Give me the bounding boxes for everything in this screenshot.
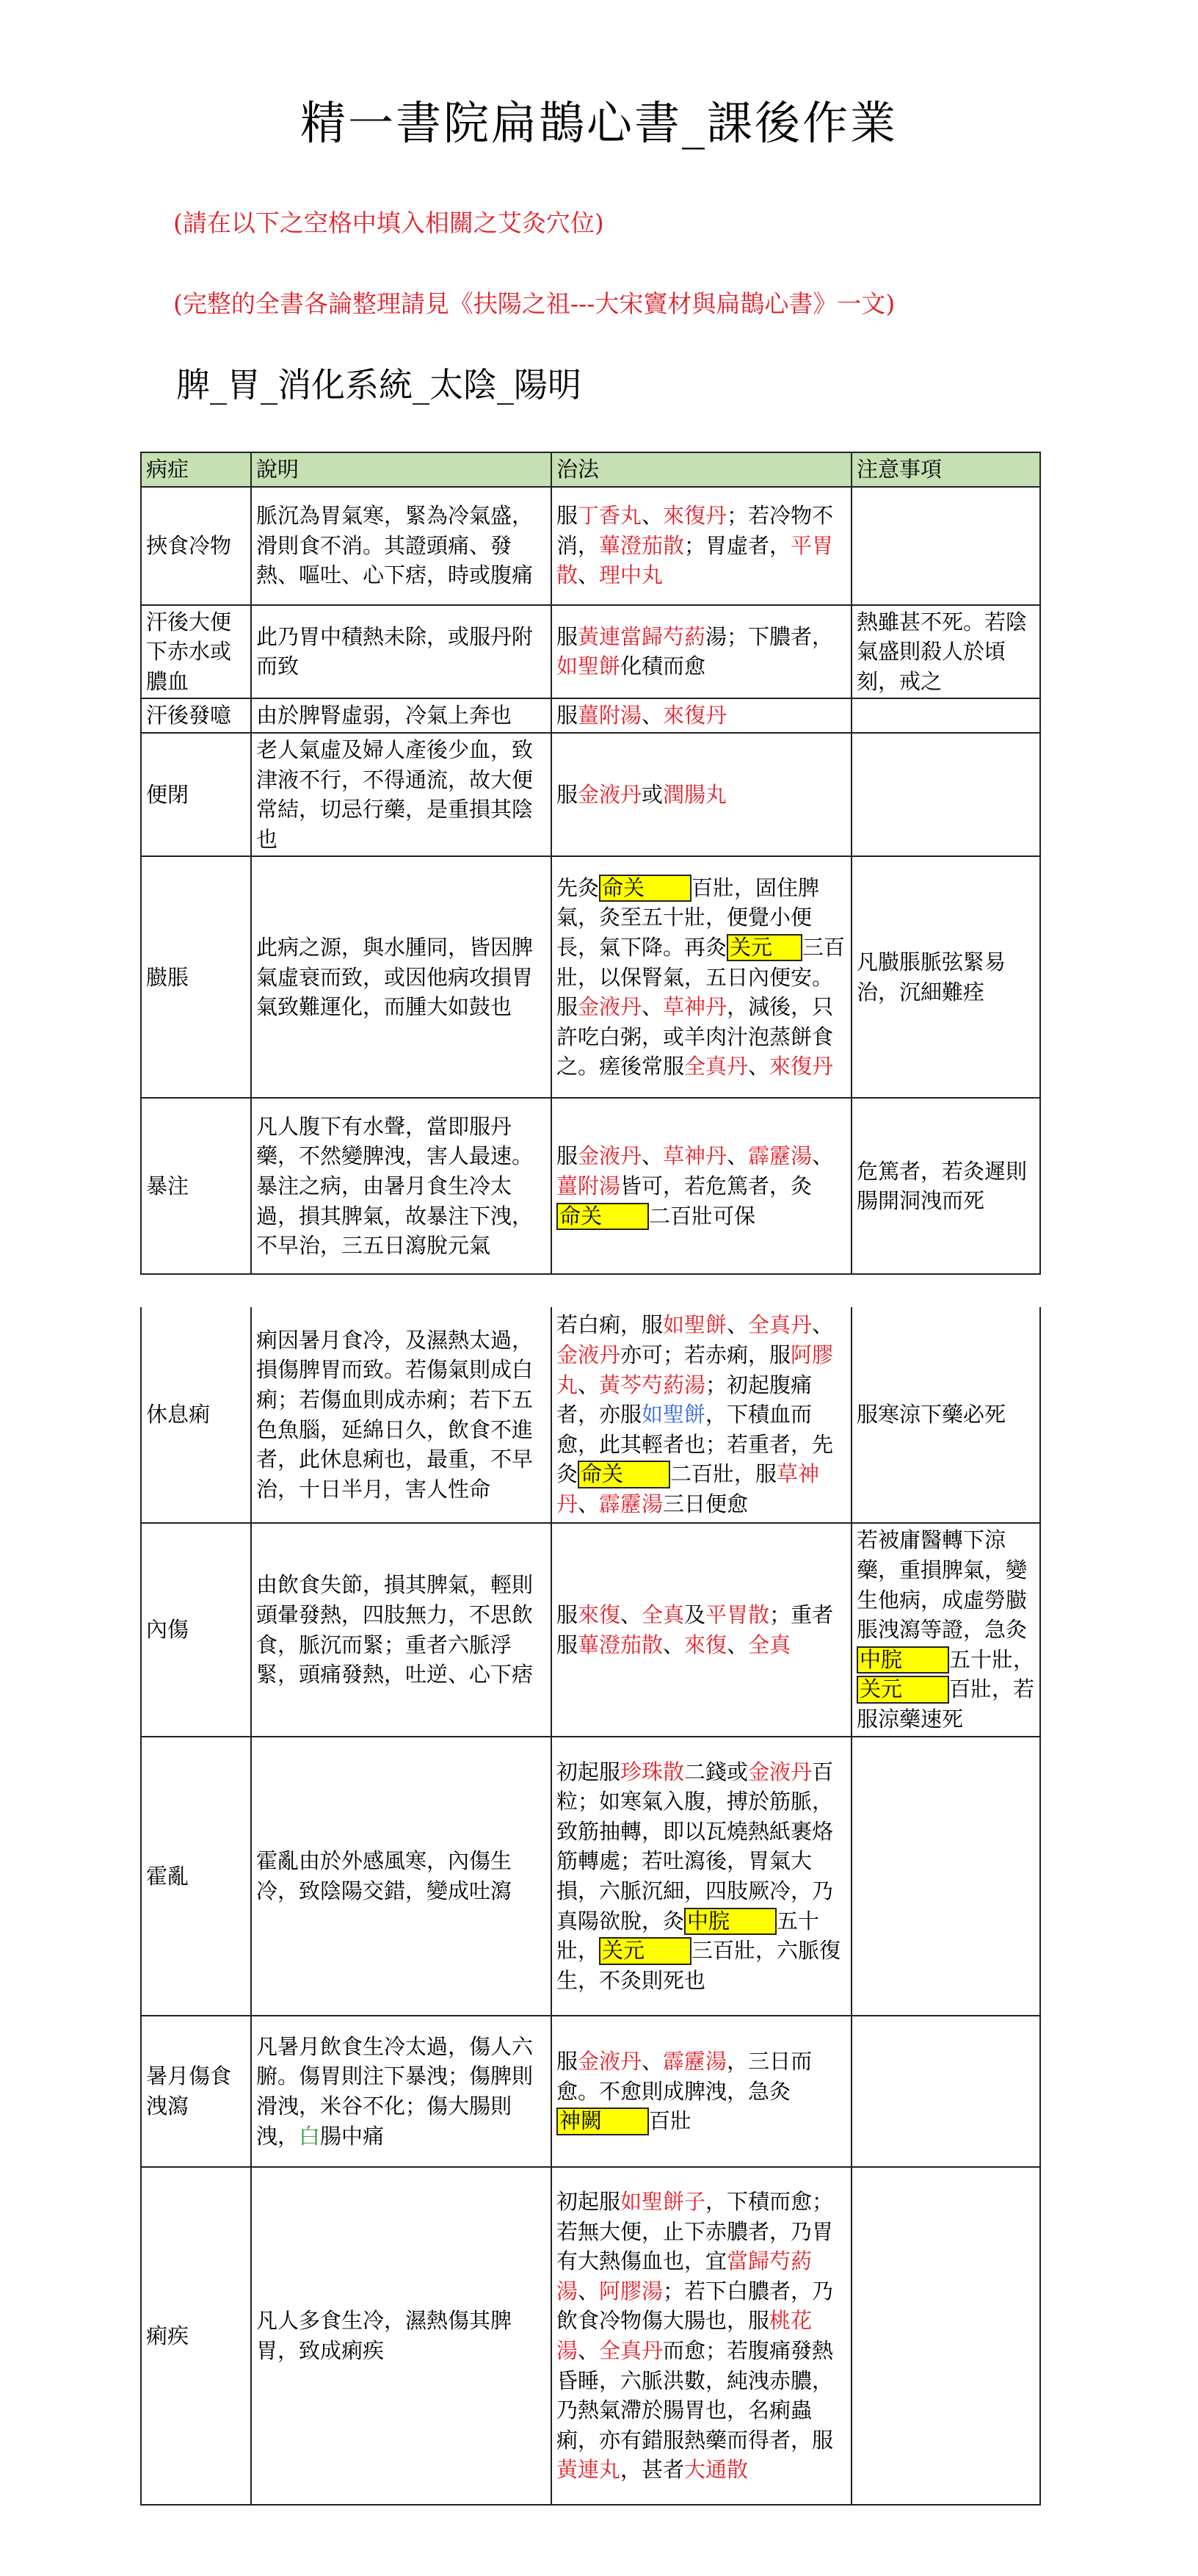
notes-cell	[852, 487, 1040, 605]
description-cell: 由飲食失節，損其脾氣，輕則頭暈發熱，四肢無力，不思飲食，脈沉而緊；重者六脈浮緊，頭痛發熱，吐逆、心下痞	[251, 1523, 551, 1737]
treatment-cell: 先灸 命关 百壯，固住脾氣，灸至五十壯，便覺小便長，氣下降。再灸 关元 三百壯，以保腎氣，五日內便安。服金液丹、草神丹，減後，只許吃白粥，或羊肉汁泡蒸餅食之。瘥後常服全真丹、來復丹	[551, 856, 852, 1098]
notes-cell: 服寒涼下藥必死	[852, 1307, 1040, 1523]
notes-cell	[852, 1737, 1040, 2016]
treatment-cell: 初起服珍珠散二錢或金液丹百粒；如寒氣入腹，搏於筋脈，致筋抽轉，即以瓦燒熱紙裹烙筋轉處；若吐瀉後，胃氣大損，六脈沉細，四肢厥冷，乃真陽欲脫，灸 中脘 五十壯， 关元 三百壯，六脈復生，不灸則死也	[551, 1737, 852, 2016]
notes-cell	[852, 2167, 1040, 2505]
notes-cell: 若被庸醫轉下涼藥，重損脾氣，變生他病，成虛勞臌脹洩瀉等證，急灸中脘 五十壯，关元 百壯，若服涼藥速死	[852, 1523, 1040, 1737]
disease-cell: 休息痢	[141, 1307, 251, 1523]
acupoint-box: 中脘	[684, 1908, 777, 1935]
treatment-cell: 服金液丹、霹靂湯，三日而愈。不愈則成脾洩，急灸神闕 百壯	[551, 2016, 852, 2167]
table-row	[141, 1523, 1040, 1737]
treatment-table-part1	[140, 452, 1041, 1275]
disease-cell: 暑月傷食洩瀉	[141, 2016, 251, 2167]
acupoint-box: 关元	[857, 1676, 949, 1703]
notes-cell: 凡臌脹脈弦緊易治，沉細難痊	[852, 856, 1040, 1098]
table-row	[141, 2167, 1040, 2505]
treatment-cell: 服金液丹、草神丹、霹靂湯、薑附湯皆可，若危篤者，灸命关 二百壯可保	[551, 1098, 852, 1274]
description-cell: 凡人多食生冷，濕熱傷其脾胃，致成痢疾	[251, 2167, 551, 2505]
treatment-cell: 服金液丹或潤腸丸	[551, 733, 852, 856]
acupoint-box: 神闕	[556, 2108, 649, 2135]
description-cell: 凡暑月飲食生冷太過，傷人六腑。傷胃則注下暴洩；傷脾則滑洩，米谷不化；傷大腸則洩，白腸中痛	[251, 2016, 551, 2167]
notes-cell	[852, 2016, 1040, 2167]
acupoint-box: 命关	[578, 1461, 670, 1488]
acupoint-box: 命关	[599, 875, 691, 902]
disease-cell: 內傷	[141, 1523, 251, 1737]
treatment-cell: 服丁香丸、來復丹；若冷物不消，蓽澄茄散；胃虛者，平胃散、理中丸	[551, 487, 852, 605]
header-notes: 注意事項	[852, 452, 1040, 487]
description-cell: 此乃胃中積熱未除，或服丹附而致	[251, 605, 551, 699]
header-disease: 病症	[141, 452, 251, 487]
disease-cell: 痢疾	[141, 2167, 251, 2505]
disease-cell: 霍亂	[141, 1737, 251, 2016]
table-row	[141, 605, 1040, 699]
description-cell: 霍亂由於外感風寒，內傷生冷，致陰陽交錯，變成吐瀉	[251, 1737, 551, 2016]
header-treatment: 治法	[551, 452, 852, 487]
disease-cell: 挾食冷物	[141, 487, 251, 605]
table-row	[141, 1307, 1040, 1523]
notes-cell	[852, 698, 1040, 733]
instruction-note: (請在以下之空格中填入相關之艾灸穴位)	[173, 209, 604, 237]
disease-cell: 暴注	[141, 1098, 251, 1274]
table-row	[141, 698, 1040, 733]
description-cell: 脈沉為胃氣寒，緊為冷氣盛，滑則食不消。其證頭痛、發熱、嘔吐、心下痞，時或腹痛	[251, 487, 551, 605]
page-title: 精一書院扁鵲心書_課後作業	[300, 96, 898, 150]
table-row	[141, 2016, 1040, 2167]
table-row	[141, 856, 1040, 1098]
header-description: 說明	[251, 452, 551, 487]
treatment-table-part2	[140, 1307, 1041, 2506]
treatment-cell: 服黃連當歸芍葯湯；下膿者，如聖餅化積而愈	[551, 605, 852, 699]
treatment-cell: 初起服如聖餅子，下積而愈；若無大便，止下赤膿者，乃胃有大熱傷血也，宜當歸芍葯湯、阿膠湯；若下白膿者，乃飲食冷物傷大腸也，服桃花湯、全真丹而愈；若腹痛發熱昏睡，六脈洪數，純洩赤膿，乃熱氣滯於腸胃也，名痢蟲痢，亦有錯服熱藥而得者，服黃連丸，甚者大通散	[551, 2167, 852, 2505]
disease-cell: 汗後發噫	[141, 698, 251, 733]
acupoint-box: 中脘	[857, 1646, 949, 1674]
description-cell: 老人氣虛及婦人產後少血，致津液不行，不得通流，故大便常結，切忌行藥，是重損其陰也	[251, 733, 551, 856]
table-row	[141, 733, 1040, 856]
disease-cell: 汗後大便下赤水或膿血	[141, 605, 251, 699]
description-cell: 此病之源，與水腫同，皆因脾氣虛衰而致，或因他病攻損胃氣致難運化，而腫大如鼓也	[251, 856, 551, 1098]
acupoint-box: 关元	[599, 1937, 691, 1964]
table-row	[141, 487, 1040, 605]
disease-cell: 便閉	[141, 733, 251, 856]
reference-note: (完整的全書各論整理請見《扶陽之祖---大宋竇材與扁鵲心書》一文)	[173, 289, 896, 318]
disease-cell: 臌脹	[141, 856, 251, 1098]
table-row	[141, 1098, 1040, 1274]
description-cell: 由於脾腎虛弱，冷氣上奔也	[251, 698, 551, 733]
table-row	[141, 1737, 1040, 2016]
treatment-cell: 服來復、全真及平胃散；重者服蓽澄茄散、來復、全真	[551, 1523, 852, 1737]
treatment-cell: 服薑附湯、來復丹	[551, 698, 852, 733]
notes-cell	[852, 733, 1040, 856]
treatment-cell: 若白痢，服如聖餅、全真丹、金液丹亦可；若赤痢，服阿膠丸、黃芩芍葯湯；初起腹痛者，亦服如聖餅，下積血而愈，此其輕者也；若重者，先灸 命关 二百壯，服草神丹、霹靂湯三日便愈	[551, 1307, 852, 1523]
description-cell: 凡人腹下有水聲，當即服丹藥，不然變脾洩，害人最速。暴注之病，由暑月食生冷太過，損其脾氣，故暴注下洩，不早治，三五日瀉脫元氣	[251, 1098, 551, 1274]
notes-cell: 熱雖甚不死。若陰氣盛則殺人於頃刻，戒之	[852, 605, 1040, 699]
acupoint-box: 命关	[556, 1203, 649, 1230]
description-cell: 痢因暑月食冷，及濕熱太過，損傷脾胃而致。若傷氣則成白痢；若傷血則成赤痢；若下五色魚腦，延綿日久，飲食不進者，此休息痢也，最重，不早治，十日半月，害人性命	[251, 1307, 551, 1523]
notes-cell: 危篤者，若灸遲則腸開洞洩而死	[852, 1098, 1040, 1274]
acupoint-box: 关元	[727, 934, 802, 961]
section-heading: 脾_胃_消化系統_太陰_陽明	[176, 365, 581, 405]
